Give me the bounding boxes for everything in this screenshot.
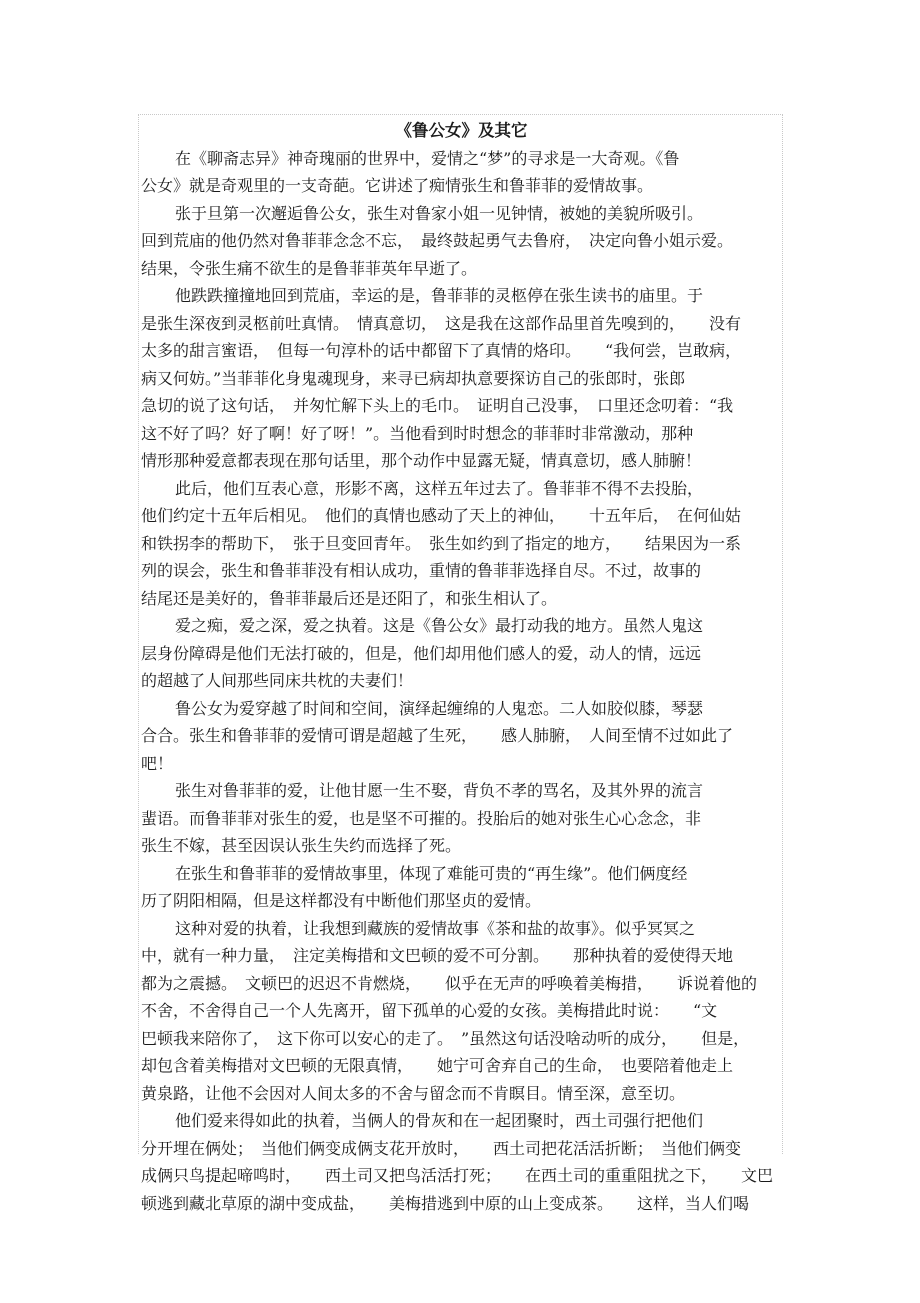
paragraph-line: 中，就有一种力量， 注定美梅措和文巴顿的爱不可分割。 那种执着的爱使得天地 bbox=[141, 946, 734, 965]
paragraph-line: 这不好了吗？好了啊！好了呀！”。当他看到时时想念的菲菲时非常激动，那种 bbox=[141, 423, 694, 443]
paragraph-line: 此后，他们互表心意，形影不离，这样五年过去了。鲁菲菲不得不去投胎， bbox=[175, 478, 704, 498]
paragraph-line: 张生不嫁，甚至因误认张生失约而选择了死。 bbox=[141, 836, 462, 855]
paragraph-line: 急切的说了这句话， 并匆忙解下头上的毛巾。 证明自己没事， 口里还念叨着：“我 bbox=[141, 396, 734, 415]
paragraph-line: 他们约定十五年后相见。 他们的真情也感动了天上的神仙， 十五年后， 在何仙姑 bbox=[141, 506, 742, 525]
paragraph bbox=[139, 1107, 784, 1217]
paragraph-line: 公女》就是奇观里的一支奇葩。它讲述了痴情张生和鲁菲菲的爱情故事。 bbox=[141, 176, 654, 195]
paragraph-line: 层身份障碍是他们无法打破的，但是，他们却用他们感人的爱，动人的情，远远 bbox=[141, 643, 702, 663]
paragraph-line: 黄泉路，让他不会因对人间太多的不舍与留念而不肯瞑目。情至深，意至切。 bbox=[141, 1083, 686, 1103]
paragraph bbox=[139, 145, 784, 200]
paragraph-line: 他跌跌撞撞地回到荒庙，幸运的是，鲁菲菲的灵柩停在张生读书的庙里。于 bbox=[175, 286, 704, 305]
paragraph-line: 太多的甜言蜜语， 但每一句淳朴的话中都留下了真情的烙印。 “我何尝，岂敢病， bbox=[141, 341, 742, 360]
paragraph bbox=[139, 695, 784, 778]
paragraph-line: 回到荒庙的他仍然对鲁菲菲念念不忘， 最终鼓起勇气去鲁府， 决定向鲁小姐示爱。 bbox=[141, 231, 734, 250]
paragraph-line: 他们爱来得如此的执着，当俩人的骨灰和在一起团聚时，西土司强行把他们 bbox=[175, 1111, 704, 1130]
paragraph-line: 结果，令张生痛不欲生的是鲁菲菲英年早逝了。 bbox=[141, 258, 478, 278]
paragraph-line: 成俩只鸟提起啼鸣时， 西土司又把鸟活活打死； 在西土司的重重阻扰之下， 文巴 bbox=[141, 1166, 774, 1185]
paragraph-line: 列的误会，张生和鲁菲菲没有相认成功，重情的鲁菲菲选择自尽。不过，故事的 bbox=[141, 561, 702, 580]
paragraph bbox=[139, 777, 784, 860]
paragraph-line: 合合。张生和鲁菲菲的爱情可谓是超越了生死， 感人肺腑， 人间至情不过如此了 bbox=[141, 726, 734, 745]
paragraph bbox=[139, 475, 784, 613]
paragraph bbox=[139, 860, 784, 915]
paragraph-line: 情形那种爱意都表现在那句话里，那个动作中显露无疑，情真意切，感人肺腑！ bbox=[141, 451, 702, 470]
paragraph-line: 吧！ bbox=[141, 753, 174, 773]
paragraph-line: 是张生深夜到灵柩前吐真情。 情真意切， 这是我在这部作品里首先嗅到的， 没有 bbox=[141, 313, 742, 333]
paragraph-line: 鲁公女为爱穿越了时间和空间，演绎起缠绵的人鬼恋。二人如胶似膝，琴瑟 bbox=[175, 698, 704, 718]
document-body bbox=[139, 145, 784, 1218]
paragraph-line: 张生对鲁菲菲的爱，让他甘愿一生不娶，背负不孝的骂名，及其外界的流言 bbox=[175, 781, 704, 800]
paragraph bbox=[139, 612, 784, 695]
paragraph-line: 顿逃到藏北草原的湖中变成盐， 美梅措逃到中原的山上变成茶。 这样，当人们喝 bbox=[141, 1193, 750, 1213]
paragraph-line: 结尾还是美好的，鲁菲菲最后还是还阳了，和张生相认了。 bbox=[141, 588, 558, 608]
paragraph-line: 的超越了人间那些同床共枕的夫妻们！ bbox=[141, 671, 414, 690]
document-content bbox=[139, 115, 784, 1217]
paragraph-line: 不舍，不舍得自己一个人先离开，留下孤单的心爱的女孩。美梅措此时说： “文 bbox=[141, 1001, 718, 1020]
document-page bbox=[138, 114, 783, 1213]
paragraph-line: 病又何妨。”当菲菲化身鬼魂现身，来寻已病却执意要探访自己的张郎时，张郎 bbox=[141, 368, 686, 388]
document-title: 《鲁公女》及其它 bbox=[395, 121, 528, 140]
paragraph-line: 都为之震撼。 文顿巴的迟迟不肯燃烧， 似乎在无声的呼唤着美梅措， 诉说着他的 bbox=[141, 973, 758, 993]
paragraph-line: 历了阴阳相隔，但是这样都没有中断他们那坚贞的爱情。 bbox=[141, 891, 542, 910]
paragraph-line: 这种对爱的执着，让我想到藏族的爱情故事《茶和盐的故事》。似乎冥冥之 bbox=[175, 918, 696, 938]
paragraph-line: 巴顿我来陪你了， 这下你可以安心的走了。 ”虽然这句话没啥动听的成分， 但是， bbox=[141, 1028, 750, 1048]
paragraph-line: 和铁拐李的帮助下， 张于旦变回青年。 张生如约到了指定的地方， 结果因为一系 bbox=[141, 533, 742, 553]
paragraph bbox=[139, 915, 784, 1108]
paragraph-line: 却包含着美梅措对文巴顿的无限真情， 她宁可舍弃自己的生命， 也要陪着他走上 bbox=[141, 1056, 734, 1075]
paragraph-line: 蜚语。而鲁菲菲对张生的爱，也是坚不可摧的。投胎后的她对张生心心念念，非 bbox=[141, 808, 702, 828]
paragraph-line: 爱之痴，爱之深，爱之执着。这是《鲁公女》最打动我的地方。虽然人鬼这 bbox=[175, 616, 704, 635]
paragraph-line: 分开埋在俩处； 当他们俩变成俩支花开放时， 西土司把花活活折断； 当他们俩变 bbox=[141, 1138, 742, 1158]
paragraph-line: 在《聊斋志异》神奇瑰丽的世界中，爱情之“梦”的寻求是一大奇观。《鲁 bbox=[175, 148, 680, 168]
paragraph bbox=[139, 200, 784, 283]
paragraph-line: 张于旦第一次邂逅鲁公女，张生对鲁家小姐一见钟情，被她的美貌所吸引。 bbox=[175, 203, 704, 223]
paragraph bbox=[139, 282, 784, 475]
paragraph-line: 在张生和鲁菲菲的爱情故事里，体现了难能可贵的“再生缘”。他们俩度经 bbox=[175, 863, 688, 883]
